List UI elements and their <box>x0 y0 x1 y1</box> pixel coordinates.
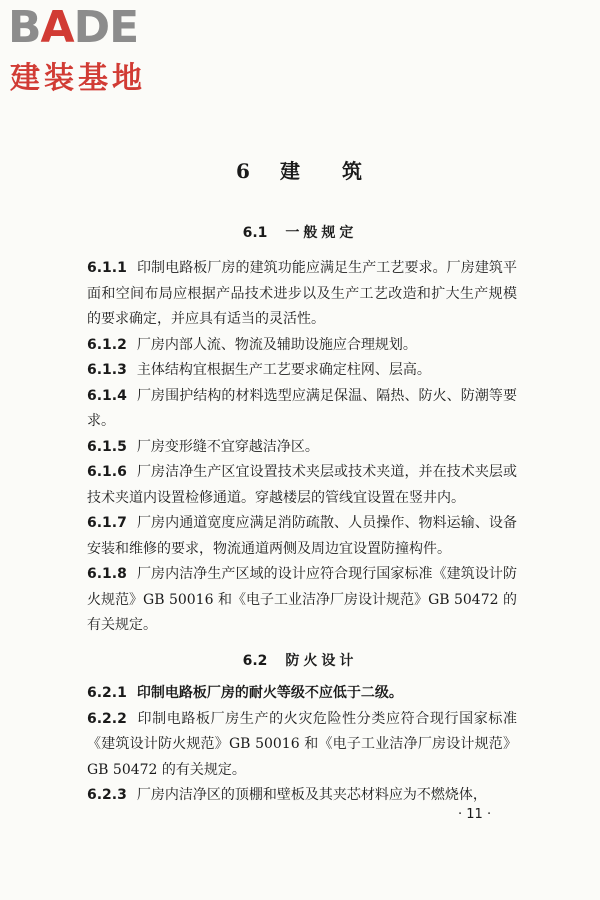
chapter-title-char-2: 筑 <box>341 159 364 183</box>
clause: 6.1.4 厂房围护结构的材料选型应满足保温、隔热、防火、防潮等要求。 <box>87 387 517 429</box>
section-heading: 6.2 防火设计 <box>242 653 358 669</box>
bade-logo <box>0 0 180 110</box>
page-number: · 11 · <box>458 807 492 822</box>
section-body <box>87 681 517 809</box>
chapter-number: 6 <box>236 159 252 183</box>
clause: 6.1.8 厂房内洁净生产区域的设计应符合现行国家标准《建筑设计防火规范》GB 50016 和《电子工业洁净厂房设计规范》GB 50472 的有关规定。 <box>87 566 517 633</box>
clause: 6.1.2 厂房内部人流、物流及辅助设施应合理规划。 <box>87 336 417 353</box>
clause: 6.1.3 主体结构宜根据生产工艺要求确定柱网、层高。 <box>87 362 431 378</box>
clause: 6.1.7 厂房内通道宽度应满足消防疏散、人员操作、物料运输、设备安装和维修的要求，物流通道两侧及周边宜设置防撞构件。 <box>87 515 517 557</box>
section-heading: 6.1 一般规定 <box>242 225 358 241</box>
logo-wordmark: BADE <box>8 2 139 53</box>
logo-subtitle: 建装基地 <box>10 61 146 96</box>
clause: 6.2.2 印制电路板厂房生产的火灾危险性分类应符合现行国家标准《建筑设计防火规范》GB 50016 和《电子工业洁净厂房设计规范》GB 50472 的有关规定。 <box>87 710 517 778</box>
clause: 6.2.3 厂房内洁净区的顶棚和壁板及其夹芯材料应为不燃烧体， <box>87 787 487 803</box>
clause: 6.1.5 厂房变形缝不宜穿越洁净区。 <box>87 438 319 455</box>
clause: 6.1.1 印制电路板厂房的建筑功能应满足生产工艺要求。厂房建筑平面和空间布局应根据产品技术进步以及生产工艺改造和扩大生产规模的要求确定，并应具有适当的灵活性。 <box>87 260 517 327</box>
chapter-title-char-1: 建 <box>279 159 302 183</box>
clause: 6.1.6 厂房洁净生产区宜设置技术夹层或技术夹道，并在技术夹层或技术夹道内设置检修通道。穿越楼层的管线宜设置在竖井内。 <box>87 464 517 506</box>
chapter-title <box>0 155 600 184</box>
section-body <box>87 256 517 639</box>
clause: 6.2.1 印制电路板厂房的耐火等级不应低于二级。 <box>87 685 403 701</box>
